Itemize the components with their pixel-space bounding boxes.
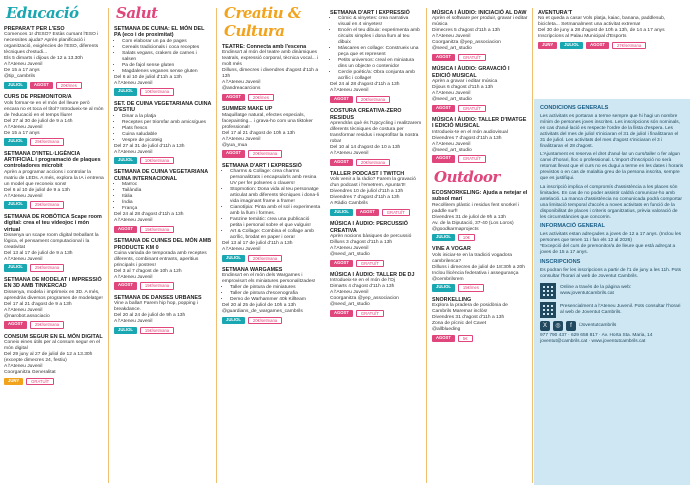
inscriptions-text: Es podran fer les inscripcions a partir de l'1 de juny a les 11h. Pots consultar l'horari al web de Joventut Cambrils. xyxy=(540,268,682,279)
qr-code-icon[interactable] xyxy=(540,283,556,299)
activity-item xyxy=(114,26,212,96)
activity-list-item: • Art & Collage: Combina el collage amb acrílic, brodat en paper i cera! xyxy=(230,229,322,241)
activity-text: Aprendràs què és l'Upcycling i realitzarem diferents tècniques de costura per transformar residus i reaprofitar la nostra roba! Del 10 al 14 d'agost de 10 a 13h A l'Ateneu Juvenil xyxy=(330,121,422,157)
activity-tags xyxy=(432,155,528,162)
activity-list-item: • Cianotípia: Pinta amb el sol i experimenta amb la llum i formes. xyxy=(230,205,322,217)
activity-list xyxy=(222,285,322,303)
activity-list-item: • Màscares en collage: Construeix una peça que et represent xyxy=(338,46,422,58)
activity-list xyxy=(114,114,212,144)
activity-list-item: • Salats vegans, crakers de carnes i salsen xyxy=(122,51,212,63)
education-title: Educació xyxy=(6,4,79,22)
adventure-column xyxy=(534,0,690,98)
adventure-tags xyxy=(538,42,686,49)
activity-tag: GRATUÏT xyxy=(26,378,54,385)
activity-tag: AGOST xyxy=(432,155,455,162)
activity-tag: JULIOL xyxy=(4,201,27,208)
activity-list-item: • Cuina saludable xyxy=(122,132,212,138)
activity-tag: AGOST xyxy=(222,94,245,101)
activity-text: Vine a ballar! Farem hip hop, popping i breakdance. Del 20 al 24 de juliol de 9h a 13h A l'Ateneu Juvenil xyxy=(114,301,198,325)
activity-item xyxy=(330,171,422,216)
activity-tag: 20€/setmana xyxy=(356,159,390,166)
activity-tag: JULIOL xyxy=(114,88,137,95)
activity-list-item: • Demo de Warhammer 40k Killteam xyxy=(230,297,322,303)
activity-list-item: • Itàlia xyxy=(122,194,212,200)
activity-tag: 15€/setmana xyxy=(140,282,174,289)
activity-list-item: • Cercle poètic/a: Obra conjunta amb acrílic i collage! xyxy=(338,70,422,82)
activity-list-item: • Com elaborar un pa de pages xyxy=(122,39,212,45)
info-heading: INFORMACIÓ GENERAL xyxy=(540,223,605,230)
activity-tag: JULIOL xyxy=(114,157,137,164)
activity-title: TALLER PODCAST I TWITCH xyxy=(330,171,405,178)
facebook-icon[interactable]: f xyxy=(566,321,576,331)
activity-item xyxy=(4,277,104,329)
column-divider xyxy=(532,8,533,483)
activity-tag: 10€ xyxy=(458,234,475,241)
activity-tags xyxy=(432,54,528,61)
activity-title: MÚSICA I ÀUDIO: TALLER D'IMATGE I EDICIÓ MUSICAL xyxy=(432,117,527,130)
activity-title: TEATRE: Connecta amb l'escena xyxy=(222,44,307,50)
activity-text: Introdueix-te en el món audiovisual Divendres 7 d'agost d'11h a 13h A l'Ateneu Juvenil @seed_art_studio xyxy=(432,129,508,153)
activity-tag: AGOST xyxy=(330,260,353,267)
activity-tag: AGOST xyxy=(432,105,455,112)
activity-tag: GRATUÏT xyxy=(382,209,410,216)
activity-title: COSTURA CREATIVA-ZERO RESIDUS xyxy=(330,108,402,121)
activity-tags xyxy=(330,260,422,267)
activity-tag: 15€/setmana xyxy=(140,327,174,334)
activity-tag: 15€/setmana xyxy=(140,226,174,233)
activity-list xyxy=(114,182,212,212)
column-divider xyxy=(216,8,217,483)
activity-item xyxy=(114,101,212,165)
tag-august: AGOST xyxy=(586,42,609,49)
activity-tag: GRATUÏT xyxy=(458,155,486,162)
activity-list-item: • Taller de pintura de miniatures xyxy=(230,285,322,291)
activity-tag: JULIOL xyxy=(114,327,137,334)
activity-tag: 20€/setmana xyxy=(356,96,390,103)
activity-tag: JUNY xyxy=(4,378,23,385)
activity-item xyxy=(330,272,422,317)
activity-tags xyxy=(432,105,528,112)
activity-list-item: • Fanzine temàtic: crea una publicació petita i personal sobre el que vulguis! xyxy=(230,217,322,229)
address: Av. Horta Sta. Maria, 14 xyxy=(601,332,653,338)
creation-column xyxy=(218,0,326,491)
activity-tags xyxy=(330,209,422,216)
activity-list-item: • Stopmotion: Dona vida al teu personatge articulat amb diferents tècniques i dona-li vida imaginant frame a frame! xyxy=(230,187,322,205)
health-title: Salut xyxy=(116,4,158,22)
activity-tag: GRATUÏT xyxy=(356,260,384,267)
activity-title: SETMANA DE CUINA VEGETARIANA CUINA INTERNACIONAL xyxy=(114,169,208,182)
instagram-icon[interactable]: ◎ xyxy=(553,321,563,331)
activity-tag: AGOST xyxy=(432,335,455,342)
activity-text: Vols iniciar-te en la tradició vogadora cambrilenca? Dilluns i dimecres de juliol de 18:30h a 20h Inclou llicència federativa i assegurança @cembrilsrem xyxy=(432,252,525,282)
activity-text: Aprèn a gravar i editar música Dijous 6 d'agost d'11h a 13h A l'Ateneu Juvenil @seed_art_studio xyxy=(432,79,498,103)
activity-tag: 20€/mes xyxy=(56,82,82,89)
activity-text: Maquillatge natural, efectes especials, facepainting... i grava-ho com una tiktoker professional! Del 17 al 21 d'agost de 10h a 13h A l'Ateneu Juvenil @yua_mua xyxy=(222,112,313,148)
activity-text: Comences 1r d'ESO? Estàs cursant l'ESO i necessites ajuda? Aprèn planificació i organització, exigències de l'ESO, diferents tècniques d'estudi... Els 5 dimarts i dijous de 12 a 13.30h A l'Ateneu Juvenil De 15 a 17 anys @tip_cambrils xyxy=(4,32,99,80)
activity-item xyxy=(4,334,104,385)
activity-title: SUMMER MAKE UP xyxy=(222,106,273,113)
health-column xyxy=(110,0,216,491)
activity-text: Del 27 al 31 de juliol d'11h a 13h A l'Ateneu Juvenil xyxy=(114,143,185,155)
activity-list xyxy=(114,39,212,75)
activity-tags xyxy=(222,94,322,101)
activity-tags xyxy=(4,82,104,89)
activity-list-item: • Cereals tradicionals i coca receptes xyxy=(122,45,212,51)
activity-tag: AGOST xyxy=(30,82,53,89)
social-handle[interactable]: /Joventutcambrils xyxy=(579,323,617,329)
activity-tag: AGOST xyxy=(330,310,353,317)
tag-july: JULIOL xyxy=(560,42,583,49)
activity-tags xyxy=(330,310,422,317)
activity-list xyxy=(330,16,422,82)
activity-list-item: • Taller de pintura d'escenografia xyxy=(230,291,322,297)
activity-text: Aprèn el software per produir, gravar i editar música Dimecres 5 d'agost d'11h a 13h A l'Ateneu Juvenil Coorganitza @yep_associacion @seed_art_studio xyxy=(432,16,528,52)
activity-list-item: • Còmic & vinyetes: crea narrativa visual en 4 vinyetes! xyxy=(338,16,422,28)
activity-tags xyxy=(432,335,528,342)
tag-june: JUNY xyxy=(538,42,557,49)
activity-tag: AGOST xyxy=(330,159,353,166)
activity-text: Del 13 al 17 de juliol d'11h a 13h A l'Ateneu Juvenil xyxy=(222,241,293,253)
inscriptions-heading: INSCRIPCIONS xyxy=(540,259,581,266)
activity-tag: AGOST xyxy=(222,150,245,157)
activity-tag: JULIOL xyxy=(4,82,27,89)
activity-text: Explora la pradera de posidònia de Cambrils Maremar inclòs! Divendres 31 d'agost d'11h a 13h Zona de pícnic del Cavet @allblueding xyxy=(432,303,508,333)
social-row xyxy=(540,321,684,331)
activity-text: Recollirem plàstic i residus fent snorkel i paddle surf! Divendres 31 de juliol de 9h a 13h Av. de la Diputació, 37-40 (Los Loros) @goodkarmaprojects xyxy=(432,202,519,232)
phone-1[interactable]: 977 790 437 xyxy=(540,332,567,338)
online-row xyxy=(540,283,684,299)
activity-tags xyxy=(4,378,104,385)
activity-title: SETMANA DE CUINA: EL MÓN DEL PA (eco i de proximitat) xyxy=(114,26,205,39)
activity-text: Dissenya un scape room digital treballant la lògica, el pensament computacional i la creativitat Del 13 al 17 de juliol de 9 a 13h A l'Ateneu Juvenil xyxy=(4,232,99,262)
activity-list-item: • Magdalenes veganes sense gluten xyxy=(122,69,212,75)
activity-item xyxy=(222,106,322,157)
activity-text: Endinsa't al món del teatre amb dinàmiques teatrals, expressió corporal, tècnica vocal... i molt més Dilluns, dimecres i divendres d'agost d'11h a 13h A l'Ateneu Juvenil @andreacarcions xyxy=(222,50,319,92)
activity-item xyxy=(222,163,322,262)
activity-tag: 10€/setmana xyxy=(140,88,174,95)
activity-tag: GRATUÏT xyxy=(356,310,384,317)
activity-tag: AGOST xyxy=(114,226,137,233)
activity-tag: 20€/setmana xyxy=(248,317,282,324)
activity-text: Vols venir a la ràdio? Farem la gravació d'un podcast i l'emetrem. Apunta't!! Divendres 10 de juliol d'11h a 13h Divendres 7 d'agost d'11h a 13h A Ràdio Cambrils xyxy=(330,177,416,207)
activity-list-item: • Plats frescs xyxy=(122,126,212,132)
activity-tags xyxy=(114,327,212,334)
culture-column xyxy=(326,0,426,491)
activity-tags xyxy=(4,201,104,208)
activity-tags xyxy=(432,284,528,291)
activity-tag: AGOST xyxy=(330,96,353,103)
activity-title: SETMANA DE MODELAT i IMPRESSIÓ EN 3D AMB TINKERCAD xyxy=(4,276,102,290)
activity-tag: 10€/setmana xyxy=(140,157,174,164)
activity-tag: JULIOL xyxy=(432,284,455,291)
outdoor-title: Outdoor xyxy=(434,167,500,186)
activity-tag: 15€/mes xyxy=(458,284,484,291)
contact-footer: 977 790 437 · 629 658 817 · Av. Horta Sta. Maria, 14 joventut@cambrils.cat · www.joventutcambrils.cat xyxy=(540,332,653,344)
activity-tag: JULIOL xyxy=(432,234,455,241)
activity-title: SETMANA D'INTEL·LIGÈNCIA ARTIFICIAL i programació de plaques controladores microbit xyxy=(4,150,101,170)
activity-tag: GRATUÏT xyxy=(458,105,486,112)
activity-tag: JULIOL xyxy=(330,209,353,216)
activity-tag: JULIOL xyxy=(222,255,245,262)
activity-list-item: • França xyxy=(122,206,212,212)
activity-tag: 25€/setmana xyxy=(30,138,64,145)
activity-item xyxy=(4,26,104,89)
column-divider xyxy=(108,8,109,483)
activity-tag: AGOST xyxy=(114,282,137,289)
online-text: Online a través de la pàgina web: www.joventutcambrils.cat xyxy=(560,284,632,296)
activity-text: Del 6 al 10 de juliol d'11h a 13h A l'Ateneu Juvenil xyxy=(114,74,182,86)
creation-title: Creatiu & Cultura xyxy=(224,4,301,40)
activity-title: MÚSICA I ÀUDIO: PERCUSSIÓ CREATIVA xyxy=(330,221,408,234)
activity-list-item: • Petits universos: creal en miniatura dins un objecte o contenidor xyxy=(338,58,422,70)
presencial-row xyxy=(540,302,684,318)
activity-tag: AGOST xyxy=(356,209,379,216)
activity-title: SETMANA DE ROBÒTICA Scape room digital: crea el teu videojoc i món virtual xyxy=(4,213,102,233)
column-divider xyxy=(426,8,427,483)
activity-tags xyxy=(4,264,104,271)
activity-title: MÚSICA I ÀUDIO: INICIACIÓ AL DAW xyxy=(432,10,527,16)
info-text: Les activitats estan adreçades a joves de 12 a 17 anys. (Inclou les persones que tenen 11 i fan els 12 al 2026) *Excepció del curs de premonitor/a de lleure que està adreçat a joves de 15 a 17 anys. xyxy=(540,232,682,256)
email[interactable]: joventut@cambrils.cat xyxy=(540,338,588,344)
activity-item xyxy=(114,169,212,233)
activity-tag: 5€ xyxy=(458,335,473,342)
activity-tag: JULIOL xyxy=(4,138,27,145)
activity-tag: 20€/setmana xyxy=(248,255,282,262)
activity-tags xyxy=(330,96,422,103)
activity-text: Cuina variada de temporada amb receptes diferents, combinant entrants, aperitius principals i postres! Del 3 al 7 d'agost de 10h a 12h A l'Ateneu Juvenil xyxy=(114,250,207,280)
activity-list-item: • Tailàndia xyxy=(122,188,212,194)
activity-item xyxy=(432,117,528,163)
adventure-item xyxy=(538,10,686,49)
activity-tag: AGOST xyxy=(432,54,455,61)
activity-title: SETMANA D'ART I EXPRESSIÓ xyxy=(222,162,302,169)
x-social-icon[interactable]: X xyxy=(540,321,550,331)
activity-list-item: • Dinar a la platja xyxy=(122,114,212,120)
activity-title: MÚSICA I ÀUDIO: GRAVACIÓ I EDICIÓ MUSICAL xyxy=(432,66,510,79)
activity-item xyxy=(4,151,104,209)
activity-tag: AGOST xyxy=(4,321,27,328)
activity-title: SETMANA D'ART I EXPRESSIÓ xyxy=(330,10,410,16)
activity-text: Introdueix-te en el món de l'Dj Dimarts 4 d'agost d'11h a 13h A l'Ateneu Juvenil Coorganitza @yep_associacion @seed_art_studio xyxy=(330,278,399,308)
activity-list xyxy=(222,169,322,241)
activity-list-item: • Charms & Collage: crea charms personalitzats i encapsula'ls amb resina UV per fer polseres o clauers! xyxy=(230,169,322,187)
activity-title: VINE A VOGAR xyxy=(432,246,471,253)
activity-tag: GRATUÏT xyxy=(458,54,486,61)
activity-tag: 20€/setmana xyxy=(248,150,282,157)
activity-item xyxy=(330,10,422,103)
activity-tag: 25€/setmana xyxy=(30,264,64,271)
general-info-panel xyxy=(534,99,690,485)
activity-item xyxy=(432,297,528,342)
activity-text: Del 24 al 28 d'agost d'11h a 13h A l'Ateneu Juvenil xyxy=(114,212,184,224)
activity-title: ECOSNORKELING: Ajuda a netejar el subsol marí xyxy=(432,189,528,203)
activity-item xyxy=(114,295,212,334)
activity-tag: 25€/setmana xyxy=(30,201,64,208)
activity-list-item: • Índia xyxy=(122,200,212,206)
activity-title: CONSUM SEGUR EN EL MÓN DIGITAL xyxy=(4,333,103,340)
conditions-text-3: La inscripció implica el compromís d'assistència a les places són limitades. En cas de no poder assistir caldrà comunicar-ho amb antelació. La manca d'assistència no comunicada podrà comportar una limitació temporal d'accés a noves activitats en funció de la disponibilitat de places i criteris organitzatius, prèvia valoració de les circumstàncies que concorrin. xyxy=(540,184,682,220)
adventure-title: AVENTURA'T xyxy=(538,10,573,16)
qr-code-icon[interactable] xyxy=(540,302,556,318)
activity-tags xyxy=(114,88,212,95)
activity-title: MÚSICA I ÀUDIO: TALLER DE DJ xyxy=(330,272,415,279)
activity-list-item: • Vespre de picoteig xyxy=(122,138,212,144)
activity-text: Aprèn a programar accions i controlar la matriu de LEDs. A més, explora la IA i entrena un model que reconeix sons! Del 6 al 10 de juliol de 9 a 13h A l'Ateneu Juvenil xyxy=(4,169,104,199)
activity-item xyxy=(330,221,422,267)
adventure-text: No et queda a casa! Vols platja, kaiac, banana, paddlesub, bicicleta... Setmanalment una activitat extrema! Del 30 de juny a 28 d'agost de 10h a 13h, de 14 a 17 anys Inscripcions al Palau Municipal d'Esports xyxy=(538,16,666,40)
activity-text: Del 20 al 25 de juliol de 10h a 13h @guardians_de_wargames_cambrils xyxy=(222,303,303,315)
activity-item xyxy=(222,44,322,101)
activity-list-item: • Pa de fajol sense gluten xyxy=(122,63,212,69)
activity-text: Aprèn nocions bàsiques de percussió Dilluns 3 d'agost d'11h a 13h A l'Ateneu Juvenil @seed_art_studio xyxy=(330,234,412,258)
education-column xyxy=(0,0,108,491)
activity-text: Coneix eines útils per al consum segur en el món digital Del 29 juny al 27 de juliol de 12 a 13.30h (excepte dimecres 24, festiu) A l'Ateneu Juvenil Coorganitza Generalitat xyxy=(4,340,100,375)
activity-item xyxy=(222,267,322,324)
presencial-text: Presencialment a l'Ateneu Juvenil. Pots consultar l'horari al web de Joventut Cambrils. xyxy=(560,303,681,315)
activity-list-item: • Marroc xyxy=(122,182,212,188)
conditions-text-2: L'Ajuntament es reserva el dret d'anul·lar un curs/taller o fer algun canvi d'horari, lloc o professional. L'import d'inscripció no serà retornat llevat que el curs no es dugui a terme en les dates i horaris previstos o en cas de malaltia greu de la persona inscrita, sempre que es justifiqui. xyxy=(540,152,684,182)
activity-tags xyxy=(222,150,322,157)
tag-price: 27€/setmana xyxy=(612,42,646,49)
activity-item xyxy=(432,10,528,61)
activity-tags xyxy=(330,159,422,166)
music-outdoor-column xyxy=(428,0,532,491)
activity-tag: JULIOL xyxy=(4,264,27,271)
activity-tag: 20€/mes xyxy=(248,94,274,101)
conditions-heading: CONDICIONS GENERALS xyxy=(540,105,609,111)
activity-item xyxy=(432,190,528,242)
activity-title: SET. DE CUINA VEGETARIANA CUINA D'ESTIU xyxy=(114,100,212,114)
activity-text: Del 24 al 28 d'agost d'11h a 13h A l'Ateneu Juvenil xyxy=(330,82,400,94)
activity-text: Endinsa't en el món dels Wargames i emprovisa't els miniatures personalitzades! xyxy=(222,273,316,285)
activity-title: SETMANA DE DANSES URBANES xyxy=(114,294,202,301)
activity-list-item: • Encén el teu dibuix: experimenta amb circuits simples i dona llum al teu dibuix xyxy=(338,28,422,46)
activity-tags xyxy=(222,317,322,324)
activity-tags xyxy=(114,226,212,233)
activity-tags xyxy=(114,157,212,164)
activity-item xyxy=(4,94,104,145)
website[interactable]: www.joventutcambrils.cat xyxy=(591,338,646,344)
activity-item xyxy=(432,66,528,112)
activity-item xyxy=(114,238,212,290)
activity-item xyxy=(432,246,528,291)
activity-tags xyxy=(222,255,322,262)
activity-tag: 25€/setmana xyxy=(30,321,64,328)
conditions-text-1: Les activitats es portaran a terme sempre que hi hagi un nombre mínim de persones joves inscrites. Les inscripcions són nominals, en cas d'anul·lació es respecte l'ordre de la llista d'espera. Les activitats del mes de juliol s'iniciaran el 31 de juliol i finalitzaran el 31 de juliol. Les activitats del mes d'agost s'iniciaran el 3 i finalitzaran el 28 d'agost. xyxy=(540,114,680,149)
activity-title: SETMANA DE CUINES DEL MÓN AMB PRODUCTE KM 0 xyxy=(114,238,212,251)
activity-list-item: • Receptes per triomfar amb amics/gues xyxy=(122,120,212,126)
activity-item xyxy=(330,108,422,166)
activity-text: Dissenya, modela i imprimeix en 3D. A més, aprendràs diversos programes de modelatge! Del 17 al 21 d'agost de 9 a 13h A l'Ateneu Juvenil @narobot.associacio xyxy=(4,289,103,319)
activity-text: Vols formar-te en el món del lleure però encara no et toca el títol? Introdueix-te al món de l'educació en el temps lliure! Del 27 al 30 de juliol de 9 a 14h A l'Ateneu Juvenil De 15 a 17 anys xyxy=(4,100,104,136)
activity-tags xyxy=(4,321,104,328)
activity-item xyxy=(4,214,104,272)
activity-tag: JULIOL xyxy=(222,317,245,324)
activity-title: SETMANA WARGAMES xyxy=(222,266,283,273)
activity-title: SNORKELLING xyxy=(432,296,472,303)
activity-tags xyxy=(114,282,212,289)
activity-tags xyxy=(432,234,528,241)
phone-2[interactable]: 629 658 817 xyxy=(570,332,598,338)
activity-tags xyxy=(4,138,104,145)
activity-title: PREPARA'T PER L'ESO xyxy=(4,26,65,32)
activity-title: CURS DE PREMONITOR/A xyxy=(4,94,72,101)
